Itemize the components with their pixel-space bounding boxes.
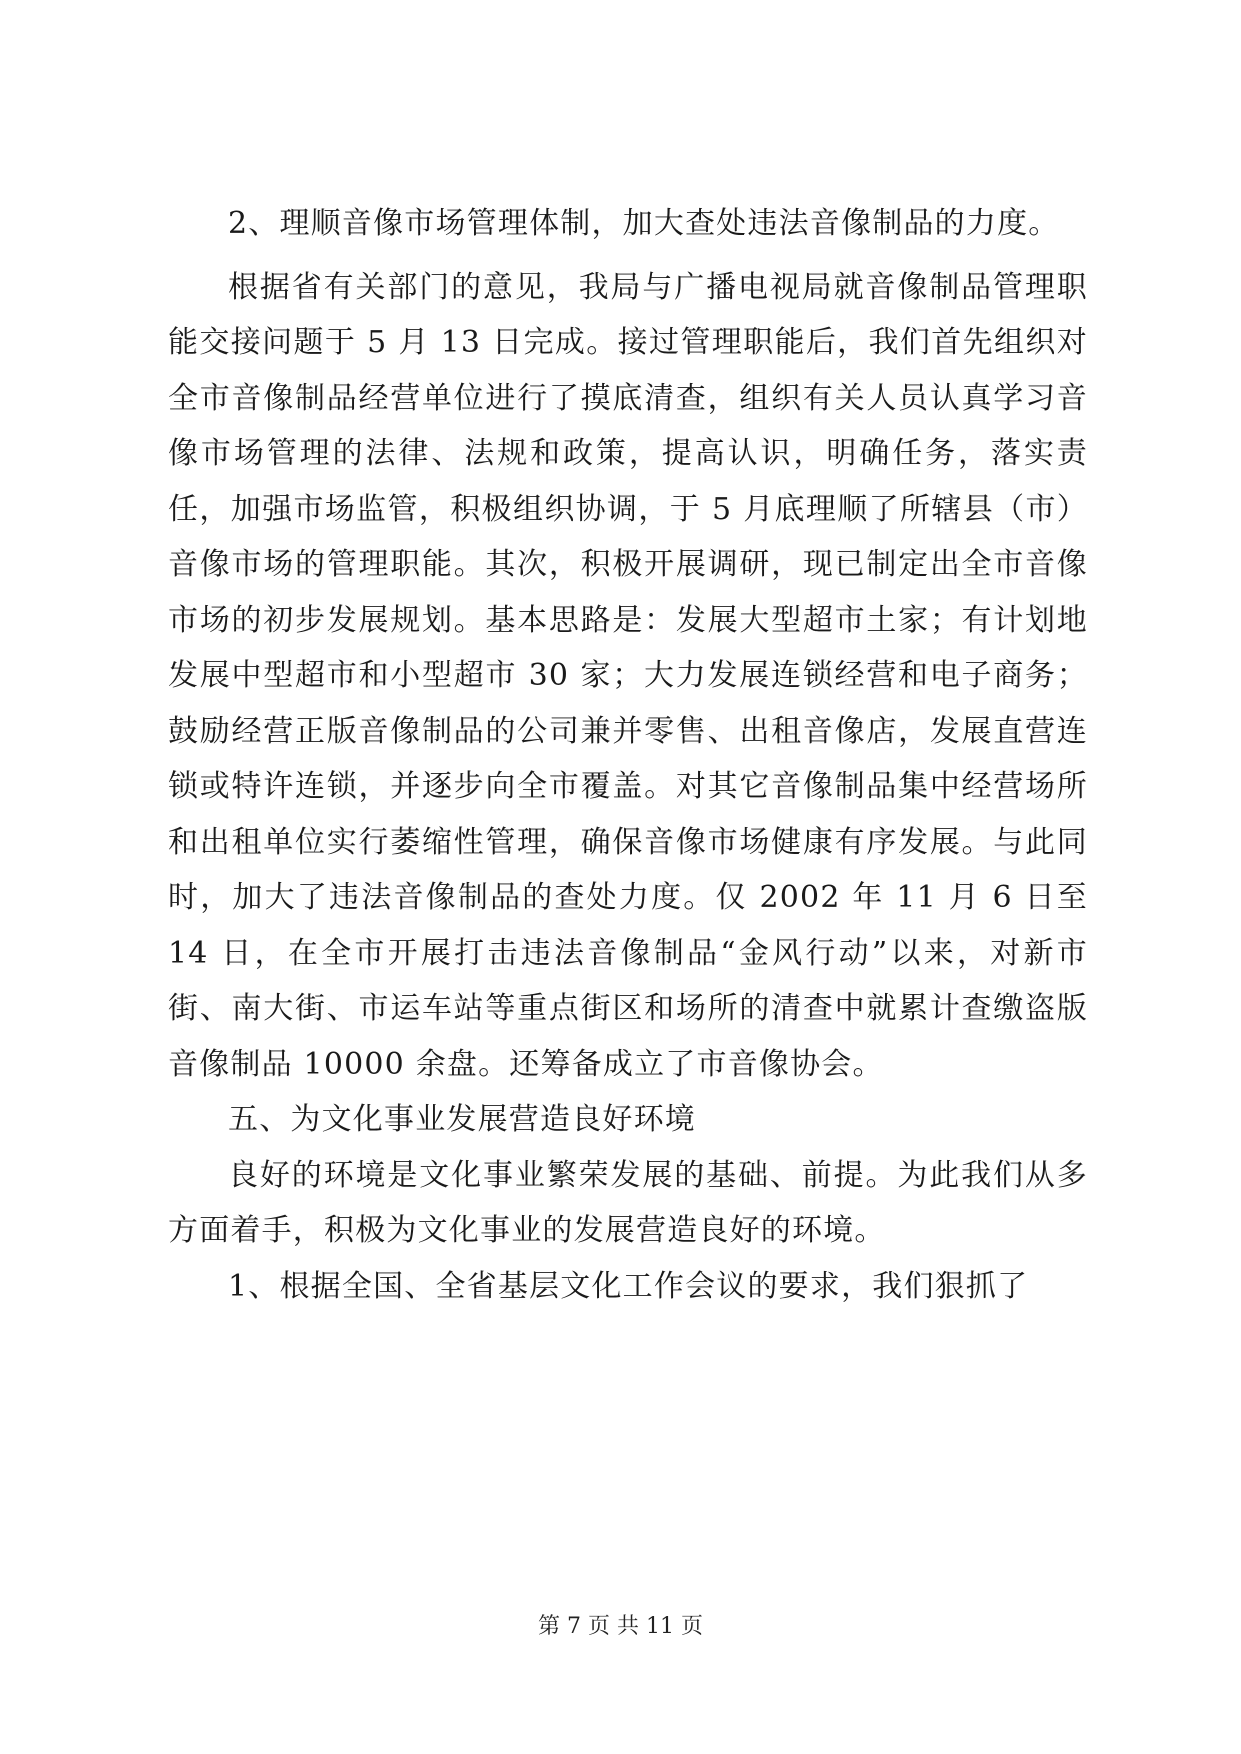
body-paragraph: 良好的环境是文化事业繁荣发展的基础、前提。为此我们从多方面着手，积极为文化事业的发展营造良好的环境。	[168, 1157, 1088, 1248]
document-body	[168, 196, 1088, 1314]
body-paragraph: 1、根据全国、全省基层文化工作会议的要求，我们狠抓了	[228, 1268, 1029, 1304]
section-heading: 五、为文化事业发展营造良好环境	[228, 1102, 696, 1137]
section-subheading: 2、理顺音像市场管理体制，加大查处违法音像制品的力度。	[228, 206, 1060, 241]
page-number-footer: 第 7 页 共 11 页	[538, 1614, 703, 1639]
body-paragraph: 根据省有关部门的意见，我局与广播电视局就音像制品管理职能交接问题于 5 月 13 日完成。接过管理职能后，我们首先组织对全市音像制品经营单位进行了摸底清查，组织有关人员认真学习音像市场管理的法律、法规和政策，提高认识，明确任务，落实责任，加强市场监管，积极组织协调，于 5 月底理顺了所辖县（市）音像市场的管理职能。其次，积极开展调研，现已制定出全市音像市场的初步发展规划。基本思路是：发展大型超市土家；有计划地发展中型超市和小型超市 30 家；大力发展连锁经营和电子商务；鼓励经营正版音像制品的公司兼并零售、出租音像店，发展直营连锁或特许连锁，并逐步向全市覆盖。对其它音像制品集中经营场所和出租单位实行萎缩性管理，确保音像市场健康有序发展。与此同时，加大了违法音像制品的查处力度。仅 2002 年 11 月 6 日至 14 日，在全市开展打击违法音像制品“金风行动”以来，对新市街、南大街、市运车站等重点街区和场所的清查中就累计查缴盗版音像制品 10000 余盘。还筹备成立了市音像协会。	[168, 269, 1088, 1082]
